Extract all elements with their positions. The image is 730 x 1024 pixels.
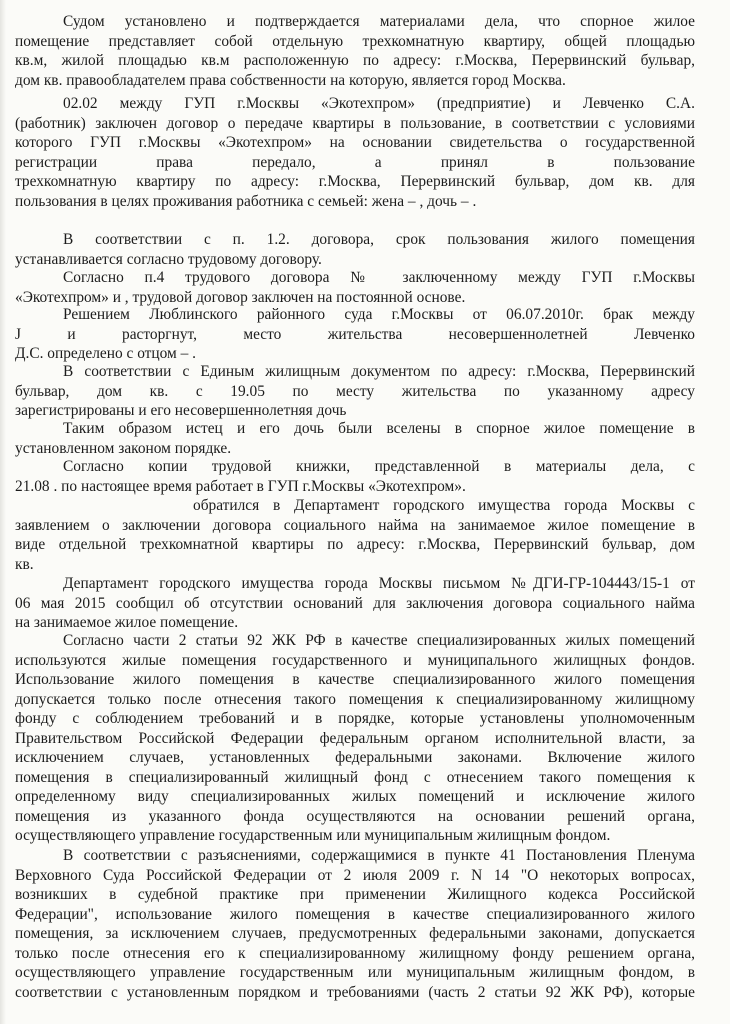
paragraph-4 bbox=[15, 268, 695, 307]
text-line: Департамент городского имущества города Москвы письмом №ДГИ-ГР-104443/15-1 от bbox=[63, 575, 695, 592]
text-line: 02.02 между ГУП г.Москвы «Экотехпром» (предприятие) и Левченко С.А. bbox=[63, 95, 695, 112]
text-line: используются жилые помещения государственного и муниципального жилищных фондов. bbox=[15, 651, 695, 669]
text-line: Д.С. определено с отцом – . bbox=[15, 345, 197, 362]
text-line: Верховного Суда Российской Федерации от 2 июля 2009 г. N 14 "О некоторых вопросах, bbox=[15, 866, 695, 884]
scan-edge-shadow bbox=[0, 0, 6, 1024]
text-line: дом кв. правообладателем права собственности на которую, является город Москва. bbox=[15, 71, 566, 89]
paragraph-3 bbox=[15, 230, 695, 269]
text-line: бульвар, дом кв. с 19.05 по месту жительства по указанному адресу bbox=[15, 382, 695, 400]
text-line: Согласно копии трудовой книжки, представленной в материалы дела, с bbox=[63, 458, 695, 475]
text-line: на занимаемое жилое помещение. bbox=[15, 614, 239, 631]
paragraph-12 bbox=[15, 846, 695, 1002]
paragraph-9 bbox=[15, 496, 695, 574]
paragraph-10 bbox=[15, 574, 695, 633]
text-line: соответствии с установленным порядком и требованиями (часть 2 статьи 92 ЖК РФ), которые bbox=[15, 983, 695, 1001]
text-line: трехкомнатную квартиру по адресу: г.Москва, Перервинский бульвар, дом кв. для bbox=[15, 173, 695, 190]
paragraph-5 bbox=[15, 305, 695, 364]
text-line: кв.м, жилой площадью кв.м расположенную по адресу: г.Москва, Перервинский бульвар, bbox=[15, 52, 695, 69]
paragraph-11 bbox=[15, 631, 695, 846]
text-line: Использование жилого помещения в качестве специализированного жилого помещения bbox=[15, 671, 695, 688]
paragraph-1 bbox=[15, 12, 695, 90]
text-line: J и расторгнут, место жительства несовершеннолетней Левченко bbox=[15, 325, 695, 343]
paragraph-2 bbox=[15, 94, 695, 211]
text-line: В соответствии с п. 1.2. договора, срок пользования жилого помещения bbox=[63, 231, 695, 248]
text-line: (работник) заключен договор о передаче квартиры в пользование, в соответствии с условиями bbox=[15, 114, 695, 132]
text-line: помещения из указанного фонда осуществляются на основании решений органа, bbox=[15, 807, 695, 825]
text-line: Федерации", использование жилого помещения в качестве специализированного жилого bbox=[15, 905, 695, 923]
text-line: 21.08 . по настоящее время работает в ГУП г.Москвы «Экотехпром». bbox=[15, 477, 466, 495]
text-line: пользования в целях проживания работника с семьей: жена – , дочь – . bbox=[15, 192, 477, 210]
text-line: допускается только после отнесения такого помещения к специализированному жилищному bbox=[15, 690, 695, 708]
paragraph-8 bbox=[15, 457, 695, 496]
text-line: Согласно п.4 трудового договора № заключенному между ГУП г.Москвы bbox=[63, 269, 695, 286]
text-line: зарегистрированы и его несовершеннолетняя дочь bbox=[15, 402, 347, 419]
text-line: возникших в судебной практике при применении Жилищного кодекса Российской bbox=[15, 886, 695, 903]
text-line: осуществляющего управление государственным или муниципальным жилищным фондом, в bbox=[15, 964, 695, 981]
paragraph-6 bbox=[15, 362, 695, 421]
text-line: Судом установлено и подтверждается материалами дела, что спорное жилое bbox=[63, 13, 695, 30]
text-line: «Экотехпром» и , трудовой договор заключен на постоянной основе. bbox=[15, 288, 466, 306]
text-line: Таким образом истец и его дочь были вселены в спорное жилое помещение в bbox=[63, 420, 695, 437]
paragraph-7 bbox=[15, 419, 695, 458]
text-line: 06 мая 2015 сообщил об отсутствии оснований для заключения договора социального найма bbox=[15, 594, 695, 612]
text-line: исключением случаев, установленных федеральными законами. Включение жилого bbox=[15, 749, 695, 766]
text-line: фонду с соблюдением требований и в порядке, которые установлены уполномоченным bbox=[15, 710, 695, 727]
text-line: Согласно части 2 статьи 92 ЖК РФ в качестве специализированных жилых помещений bbox=[63, 632, 695, 649]
text-line: Правительством Российской Федерации федеральным органом исполнительной власти, за bbox=[15, 729, 695, 747]
text-line: виде отдельной трехкомнатной квартиры по адресу: г.Москва, Перервинский бульвар, дом bbox=[15, 536, 695, 553]
text-line: кв. bbox=[15, 555, 34, 573]
text-line: Решением Люблинского районного суда г.Москвы от 06.07.2010г. брак между bbox=[63, 306, 695, 323]
text-line: которого ГУП г.Москвы «Экотехпром» на основании свидетельства о государственной bbox=[15, 134, 695, 151]
text-line: устанавливается согласно трудовому договору. bbox=[15, 250, 322, 268]
text-line: В соответствии с разъяснениями, содержащимися в пункте 41 Постановления Пленума bbox=[63, 847, 695, 864]
text-line: установленном законом порядке. bbox=[15, 439, 232, 457]
text-line: определенному виду специализированных жилых помещений и исключение жилого bbox=[15, 788, 695, 805]
text-line: помещения, за исключением случаев, предусмотренных федеральными законами, допускается bbox=[15, 925, 695, 942]
text-line: помещение представляет собой отдельную трехкомнатную квартиру, общей площадью bbox=[15, 32, 695, 50]
text-line: осуществляющего управление государственным или муниципальным жилищным фондом. bbox=[15, 827, 611, 844]
text-line: только после отнесения его к специализированному жилищному фонду решением органа, bbox=[15, 944, 695, 962]
text-line: заявлением о заключении договора социального найма на занимаемое жилое помещение в bbox=[15, 516, 695, 534]
text-line: регистрации права передало, а принял в пользование bbox=[15, 153, 695, 171]
text-line: В соответствии с Единым жилищным документом по адресу: г.Москва, Перервинский bbox=[63, 363, 695, 380]
text-line: помещения в специализированный жилищный фонд с отнесением такого помещения к bbox=[15, 768, 695, 786]
text-line: обратился в Департамент городского имущества города Москвы с bbox=[193, 497, 695, 514]
